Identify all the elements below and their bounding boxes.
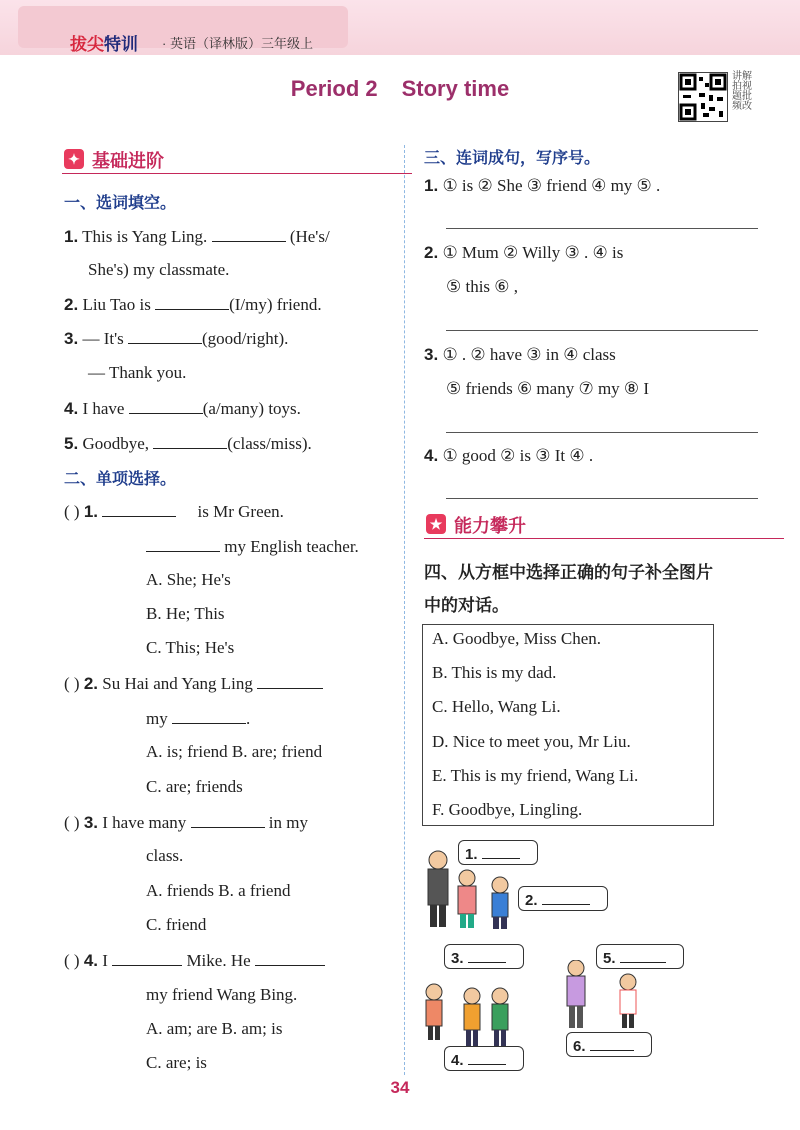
answer-blank[interactable]	[153, 432, 227, 449]
mc-option: C. friend	[146, 915, 207, 934]
fill-question-5: 5. Goodbye, (class/miss).	[64, 434, 312, 453]
subject-label: · 英语（译林版）三年级上	[162, 36, 313, 51]
choices-box	[422, 624, 714, 826]
order-question-2: 2. ① Mum ② Willy ③ . ④ is	[424, 243, 624, 262]
answer-blank[interactable]	[128, 327, 202, 344]
answer-blank[interactable]	[255, 949, 325, 966]
page-title: Period 2 Story time	[290, 76, 510, 101]
mc-question-4: ( ) 4. I Mike. He	[64, 949, 325, 972]
answer-line[interactable]	[446, 330, 758, 331]
mc-question-2-cont: my .	[146, 709, 251, 728]
choice-b: B. This is my dad.	[432, 663, 557, 682]
speech-bubble-4[interactable]: 4.	[444, 1046, 524, 1071]
answer-paren[interactable]: ( )	[64, 813, 80, 832]
trophy-icon: ★	[426, 514, 446, 534]
teacher-girl-illustration	[562, 960, 662, 1040]
answer-blank[interactable]	[112, 949, 182, 966]
mc-option: A. She; He's	[146, 570, 231, 589]
answer-line[interactable]	[446, 432, 758, 433]
answer-line[interactable]	[446, 498, 758, 499]
answer-blank[interactable]	[172, 707, 246, 724]
answer-blank[interactable]	[129, 397, 203, 414]
qr-caption: 讲解 拍视 题批 频改	[732, 71, 752, 112]
mc-question-1: ( ) 1. is Mr Green.	[64, 502, 284, 521]
fill-question-1-cont: She's) my classmate.	[88, 260, 230, 279]
answer-paren[interactable]: ( )	[64, 502, 80, 521]
mc-question-3: ( ) 3. I have many in my	[64, 813, 308, 832]
answer-paren[interactable]: ( )	[64, 674, 80, 693]
mc-question-2: ( ) 2. Su Hai and Yang Ling	[64, 672, 323, 695]
order-question-4: 4. ① good ② is ③ It ④ .	[424, 446, 594, 465]
order-question-3: 3. ① . ② have ③ in ④ class	[424, 345, 616, 364]
section-ability-heading: ★ 能力攀升	[424, 512, 784, 539]
answer-line[interactable]	[446, 228, 758, 229]
speech-bubble-5[interactable]: 5.	[596, 944, 684, 969]
fill-question-3-cont: — Thank you.	[88, 363, 187, 382]
page-number: 34	[390, 1078, 410, 1097]
part3-heading: 三、连词成句，写序号。	[424, 150, 601, 167]
part4-heading: 四、从方框中选择正确的句子补全图片	[424, 563, 713, 582]
choice-f: F. Goodbye, Lingling.	[432, 800, 583, 819]
mc-question-3-cont: class.	[146, 846, 184, 865]
mc-option: C. are; friends	[146, 777, 243, 796]
dialogue-picture-3	[562, 960, 662, 1040]
speech-bubble-6[interactable]: 6.	[566, 1032, 652, 1057]
answer-blank[interactable]	[102, 500, 176, 517]
part1-heading: 一、选词填空。	[64, 195, 177, 212]
mc-question-4-cont: my friend Wang Bing.	[146, 985, 298, 1004]
part4-heading-cont: 中的对话。	[424, 596, 509, 615]
section-basic-heading: ✦ 基础进阶	[62, 147, 412, 174]
running-figure-icon: ✦	[64, 149, 84, 169]
answer-blank[interactable]	[212, 225, 286, 242]
brand-logo: 拔尖特训	[70, 35, 138, 54]
order-question-1: 1. ① is ② She ③ friend ④ my ⑤ .	[424, 176, 661, 195]
fill-question-2: 2. Liu Tao is (I/my) friend.	[64, 295, 322, 314]
mc-option: A. is; friend B. are; friend	[146, 742, 323, 761]
choice-d: D. Nice to meet you, Mr Liu.	[432, 732, 631, 751]
page-header	[0, 0, 800, 55]
fill-question-1: 1. This is Yang Ling. (He's/	[64, 227, 330, 246]
fill-question-4: 4. I have (a/many) toys.	[64, 399, 301, 418]
qr-code-icon[interactable]	[678, 72, 728, 122]
answer-paren[interactable]: ( )	[64, 951, 80, 970]
answer-blank[interactable]	[146, 535, 220, 552]
mc-option: A. friends B. a friend	[146, 881, 291, 900]
order-question-3-cont: ⑤ friends ⑥ many ⑦ my ⑧ I	[446, 379, 650, 398]
column-divider	[404, 145, 405, 1075]
answer-blank[interactable]	[191, 811, 265, 828]
mc-question-1-cont: my English teacher.	[146, 535, 359, 558]
speech-bubble-3[interactable]: 3.	[444, 944, 524, 969]
mc-option: C. This; He's	[146, 638, 235, 657]
choice-a: A. Goodbye, Miss Chen.	[432, 629, 602, 648]
speech-bubble-2[interactable]: 2.	[518, 886, 608, 911]
answer-blank[interactable]	[155, 293, 229, 310]
mc-option: A. am; are B. am; is	[146, 1019, 283, 1038]
fill-question-3: 3. — It's (good/right).	[64, 329, 289, 348]
order-question-2-cont: ⑤ this ⑥ ,	[446, 277, 519, 296]
part2-heading: 二、单项选择。	[64, 471, 177, 488]
choice-c: C. Hello, Wang Li.	[432, 697, 561, 716]
mc-option: B. He; This	[146, 604, 225, 623]
answer-blank[interactable]	[257, 672, 323, 689]
mc-option: C. are; is	[146, 1053, 207, 1072]
choice-e: E. This is my friend, Wang Li.	[432, 766, 639, 785]
speech-bubble-1[interactable]: 1.	[458, 840, 538, 865]
